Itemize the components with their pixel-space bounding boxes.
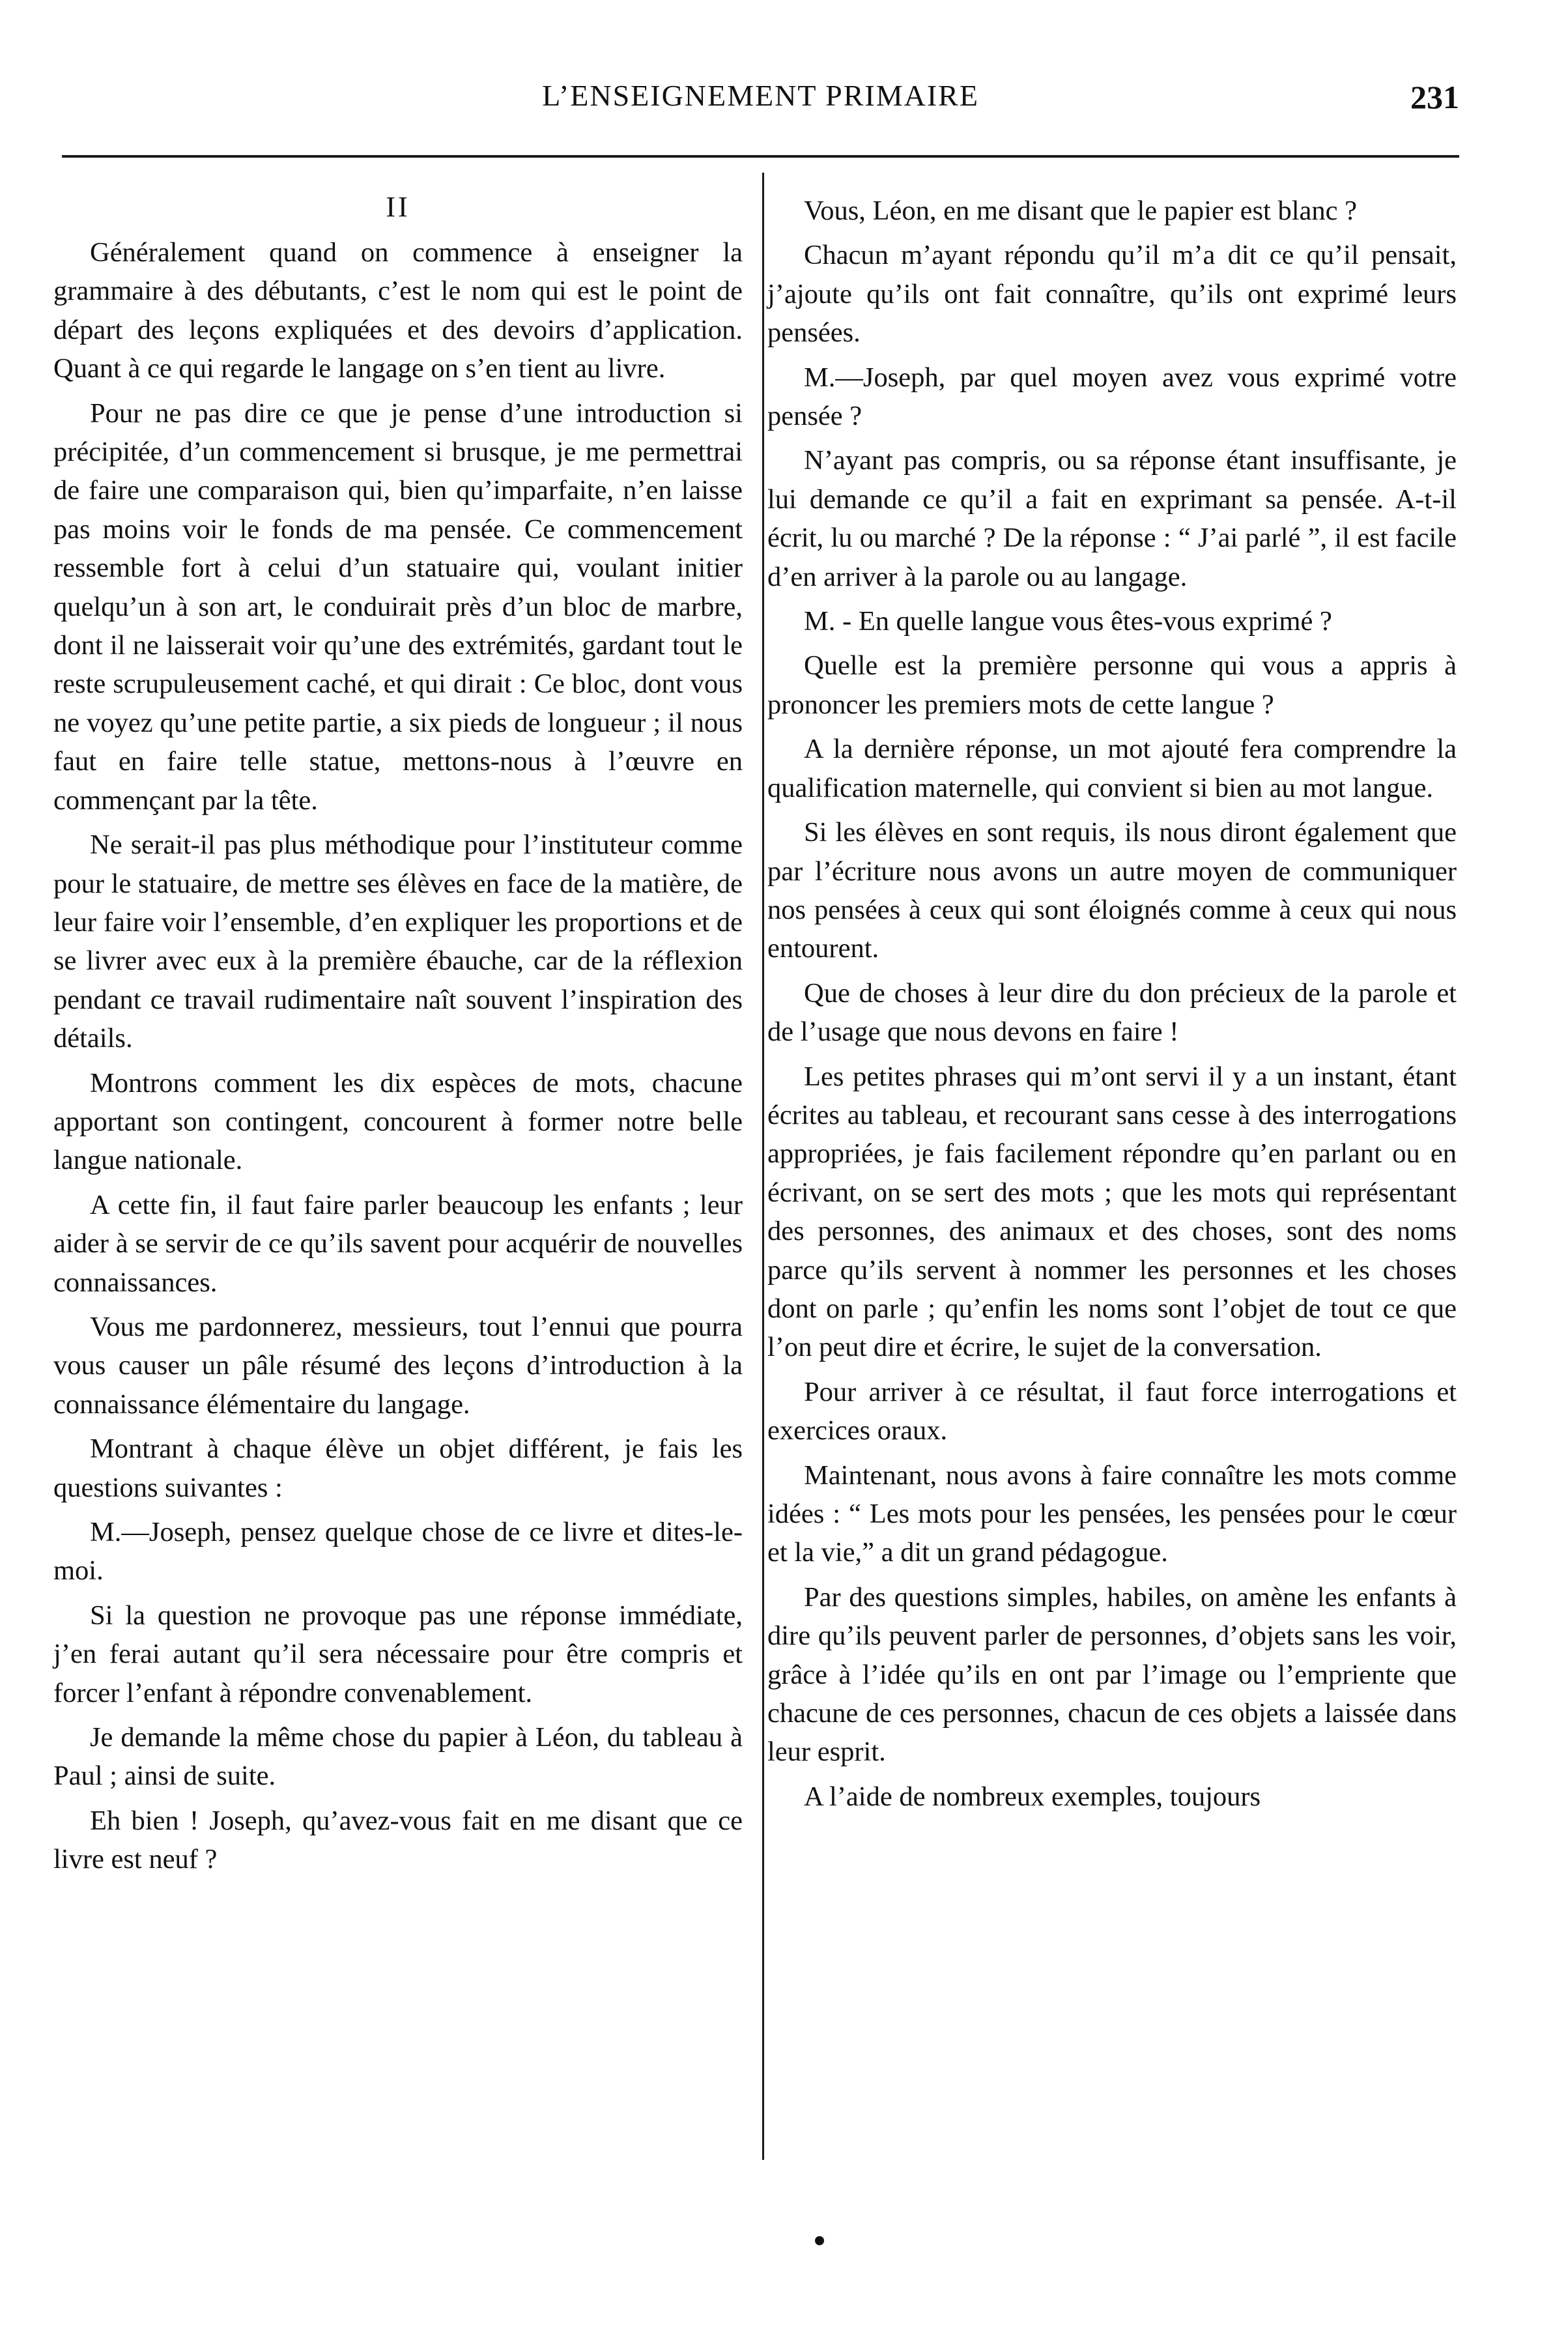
paragraph: M. - En quelle langue vous êtes-vous exprimé ? (804, 606, 1332, 637)
page-number: 231 (1410, 79, 1459, 115)
paragraph: Que de choses à leur dire du don précieux de la parole et de l’usage que nous devons en faire ! (767, 977, 1457, 1048)
left-column (53, 189, 743, 1885)
paragraph: A l’aide de nombreux exemples, toujours (804, 1781, 1261, 1812)
paragraph: Quelle est la première personne qui vous a appris à prononcer les premiers mots de cette langue ? (767, 650, 1457, 720)
paragraph: Les petites phrases qui m’ont servi il y a un instant, étant écrites au tableau, et recourant sans cesse à des interrogations appropriées, je fais facilement répondre qu’en parlant ou en écrivant, on se sert des mots ; que les mots qui représentant des personnes, des animaux et des choses, sont des noms parce qu’ils servent à nommer les personnes et les choses dont on parle ; qu’enfin les noms sont l’objet de tout ce que l’on peut dire et écrire, le sujet de la conversation. (767, 1061, 1457, 1363)
paragraph: Vous me pardonnerez, messieurs, tout l’ennui que pourra vous causer un pâle résumé des leçons d’introduction à la connaissance élémentaire du langage. (53, 1311, 743, 1420)
page-header (62, 78, 1459, 130)
paragraph: M.—Joseph, pensez quelque chose de ce livre et dites-le-moi. (53, 1517, 743, 1587)
paragraph: Eh bien ! Joseph, qu’avez-vous fait en me disant que ce livre est neuf ? (53, 1805, 743, 1875)
right-column (767, 192, 1457, 1822)
column-divider (762, 173, 764, 2160)
paragraph: Montrant à chaque élève un objet différent, je fais les questions suivantes : (53, 1433, 743, 1503)
paragraph: A cette fin, il faut faire parler beaucoup les enfants ; leur aider à se servir de ce qu’ils savent pour acquérir de nouvelles connaissances. (53, 1189, 743, 1298)
paragraph: Pour ne pas dire ce que je pense d’une introduction si précipitée, d’un commencement si brusque, je me permettrai de faire une comparaison qui, bien qu’imparfaite, n’en laisse pas moins voir le fonds de ma pensée. Ce commencement ressemble fort à celui d’un statuaire qui, voulant initier quelqu’un à son art, le conduirait près d’un bloc de marbre, dont il ne laisserait voir qu’une des extrémités, gardant tout le reste scrupuleusement caché, et qui dirait : Ce bloc, dont vous ne voyez qu’une petite partie, a six pieds de longueur ; il nous faut en faire telle statue, mettons-nous à l’œuvre en commençant par la tête. (53, 397, 743, 816)
paragraph: Par des questions simples, habiles, on amène les enfants à dire qu’ils peuvent parler de personnes, d’objets sans les voir, grâce à l’idée qu’ils en ont par l’image ou l’empriente que chacune de ces personnes, chacun de ces objets a laissée dans leur esprit. (767, 1581, 1457, 1768)
paragraph: A la dernière réponse, un mot ajouté fera comprendre la qualification maternelle, qui convient si bien au mot langue. (767, 734, 1457, 803)
paragraph: Maintenant, nous avons à faire connaître les mots comme idées : “ Les mots pour les pensées, les pensées pour le cœur et la vie,” a dit un grand pédagogue. (767, 1459, 1457, 1568)
header-rule (62, 155, 1459, 158)
paragraph: Vous, Léon, en me disant que le papier est blanc ? (804, 195, 1357, 226)
running-title: L’ENSEIGNEMENT PRIMAIRE (542, 79, 979, 112)
paragraph: Montrons comment les dix espèces de mots, chacune apportant son contingent, concourent à former notre belle langue nationale. (53, 1067, 743, 1176)
paragraph: Généralement quand on commence à enseigner la grammaire à des débutants, c’est le nom qui est le point de départ des leçons expliquées et des devoirs d’application. Quant à ce qui regarde le langage on s’en tient au livre. (53, 237, 743, 384)
paragraph: Je demande la même chose du papier à Léon, du tableau à Paul ; ainsi de suite. (53, 1722, 743, 1792)
paragraph: M.—Joseph, par quel moyen avez vous exprimé votre pensée ? (767, 362, 1457, 432)
paragraph: Chacun m’ayant répondu qu’il m’a dit ce qu’il pensait, j’ajoute qu’ils ont fait connaître, qu’ils ont exprimé leurs pensées. (767, 240, 1457, 349)
section-heading: II (386, 191, 410, 223)
paragraph: Ne serait-il pas plus méthodique pour l’instituteur comme pour le statuaire, de mettre ses élèves en face de la matière, de leur faire voir l’ensemble, d’en expliquer les proportions et de se livrer avec eux à la première ébauche, car de la réflexion pendant ce travail rudimentaire naît souvent l’inspiration des détails. (53, 829, 743, 1054)
paragraph: N’ayant pas compris, ou sa réponse étant insuffisante, je lui demande ce qu’il a fait en exprimant sa pensée. A-t-il écrit, lu ou marché ? De la réponse : “ J’ai parlé ”, il est facile d’en arriver à la parole ou au langage. (767, 445, 1457, 592)
paragraph: Si la question ne provoque pas une réponse immédiate, j’en ferai autant qu’il sera nécessaire pour être compris et forcer l’enfant à répondre convenablement. (53, 1600, 743, 1708)
paragraph: Pour arriver à ce résultat, il faut force interrogations et exercices oraux. (767, 1376, 1457, 1446)
paragraph: Si les élèves en sont requis, ils nous diront également que par l’écriture nous avons un autre moyen de communiquer nos pensées à ceux qui sont éloignés comme à ceux qui nous entourent. (767, 817, 1457, 964)
footer-dot (815, 2236, 824, 2245)
